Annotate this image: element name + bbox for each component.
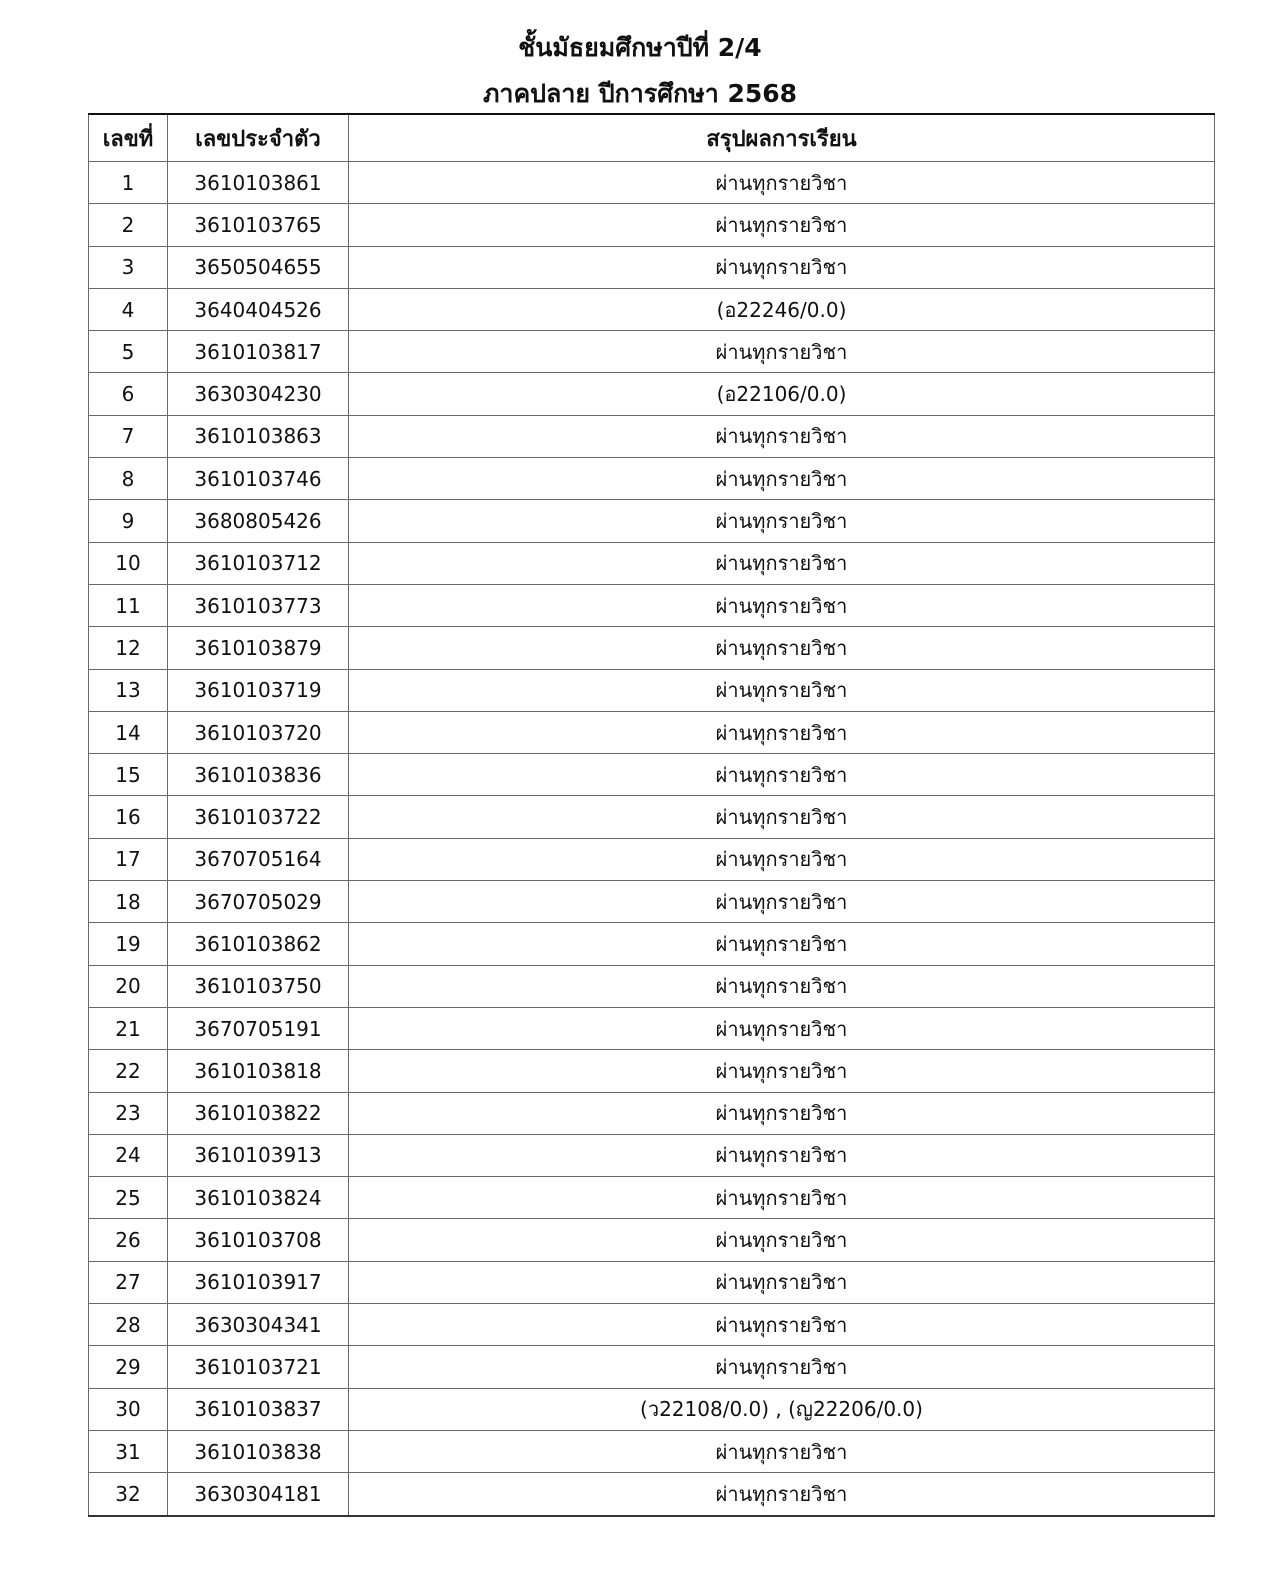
table-row [89, 1388, 1215, 1430]
row-student-id: 3610103817 [168, 331, 349, 373]
table-row [89, 1430, 1215, 1472]
table-row [89, 796, 1215, 838]
row-student-id: 3610103773 [168, 584, 349, 626]
row-number: 23 [89, 1092, 168, 1134]
row-number: 17 [89, 838, 168, 880]
row-student-id: 3670705029 [168, 881, 349, 923]
row-result: ผ่านทุกรายวิชา [349, 838, 1215, 880]
row-number: 5 [89, 331, 168, 373]
row-number: 14 [89, 711, 168, 753]
header-student-id: เลขประจำตัว [168, 114, 349, 162]
header-number: เลขที่ [89, 114, 168, 162]
table-row [89, 1261, 1215, 1303]
row-student-id: 3610103836 [168, 754, 349, 796]
row-result: ผ่านทุกรายวิชา [349, 1134, 1215, 1176]
row-number: 29 [89, 1346, 168, 1388]
row-student-id: 3610103917 [168, 1261, 349, 1303]
row-result: ผ่านทุกรายวิชา [349, 1261, 1215, 1303]
row-student-id: 3610103822 [168, 1092, 349, 1134]
row-result: ผ่านทุกรายวิชา [349, 458, 1215, 500]
table-row [89, 627, 1215, 669]
row-student-id: 3650504655 [168, 246, 349, 288]
row-student-id: 3610103861 [168, 162, 349, 204]
row-number: 2 [89, 204, 168, 246]
table-row [89, 711, 1215, 753]
table-row [89, 584, 1215, 626]
row-result: ผ่านทุกรายวิชา [349, 1304, 1215, 1346]
row-result: ผ่านทุกรายวิชา [349, 1177, 1215, 1219]
table-row [89, 162, 1215, 204]
row-student-id: 3610103838 [168, 1430, 349, 1472]
row-number: 11 [89, 584, 168, 626]
row-result: ผ่านทุกรายวิชา [349, 331, 1215, 373]
table-row [89, 1134, 1215, 1176]
row-number: 22 [89, 1050, 168, 1092]
row-student-id: 3610103750 [168, 965, 349, 1007]
row-number: 32 [89, 1473, 168, 1516]
row-student-id: 3670705164 [168, 838, 349, 880]
row-student-id: 3610103721 [168, 1346, 349, 1388]
row-number: 1 [89, 162, 168, 204]
row-result: ผ่านทุกรายวิชา [349, 1092, 1215, 1134]
row-number: 18 [89, 881, 168, 923]
table-row [89, 923, 1215, 965]
row-result: ผ่านทุกรายวิชา [349, 1007, 1215, 1049]
row-number: 8 [89, 458, 168, 500]
row-student-id: 3610103863 [168, 415, 349, 457]
row-result: ผ่านทุกรายวิชา [349, 1430, 1215, 1472]
row-result: (อ22106/0.0) [349, 373, 1215, 415]
results-table [88, 113, 1215, 1517]
row-student-id: 3630304230 [168, 373, 349, 415]
row-result: ผ่านทุกรายวิชา [349, 1473, 1215, 1516]
row-number: 31 [89, 1430, 168, 1472]
row-student-id: 3610103862 [168, 923, 349, 965]
row-student-id: 3610103720 [168, 711, 349, 753]
table-row [89, 669, 1215, 711]
header-result: สรุปผลการเรียน [349, 114, 1215, 162]
row-result: ผ่านทุกรายวิชา [349, 881, 1215, 923]
row-student-id: 3610103712 [168, 542, 349, 584]
row-student-id: 3610103765 [168, 204, 349, 246]
row-student-id: 3610103824 [168, 1177, 349, 1219]
table-row [89, 1050, 1215, 1092]
table-row [89, 754, 1215, 796]
table-row [89, 542, 1215, 584]
row-number: 16 [89, 796, 168, 838]
page-subtitle: ภาคปลาย ปีการศึกษา 2568 [482, 79, 798, 108]
row-result: ผ่านทุกรายวิชา [349, 965, 1215, 1007]
table-row [89, 1177, 1215, 1219]
table-row [89, 246, 1215, 288]
row-student-id: 3610103837 [168, 1388, 349, 1430]
table-row [89, 331, 1215, 373]
table-row [89, 373, 1215, 415]
row-number: 12 [89, 627, 168, 669]
table-row [89, 1092, 1215, 1134]
row-student-id: 3610103913 [168, 1134, 349, 1176]
table-row [89, 838, 1215, 880]
row-student-id: 3630304181 [168, 1473, 349, 1516]
row-number: 20 [89, 965, 168, 1007]
table-row [89, 1219, 1215, 1261]
row-number: 27 [89, 1261, 168, 1303]
row-result: ผ่านทุกรายวิชา [349, 754, 1215, 796]
row-number: 3 [89, 246, 168, 288]
row-result: ผ่านทุกรายวิชา [349, 246, 1215, 288]
row-number: 28 [89, 1304, 168, 1346]
row-number: 25 [89, 1177, 168, 1219]
row-number: 7 [89, 415, 168, 457]
table-row [89, 1473, 1215, 1516]
row-student-id: 3630304341 [168, 1304, 349, 1346]
row-number: 4 [89, 288, 168, 330]
row-result: ผ่านทุกรายวิชา [349, 669, 1215, 711]
table-row [89, 1007, 1215, 1049]
row-number: 13 [89, 669, 168, 711]
row-number: 10 [89, 542, 168, 584]
row-result: ผ่านทุกรายวิชา [349, 711, 1215, 753]
row-number: 26 [89, 1219, 168, 1261]
page-title: ชั้นมัธยมศึกษาปีที่ 2/4 [518, 33, 762, 62]
table-row [89, 458, 1215, 500]
table-row [89, 204, 1215, 246]
row-result: ผ่านทุกรายวิชา [349, 204, 1215, 246]
table-row [89, 881, 1215, 923]
row-student-id: 3680805426 [168, 500, 349, 542]
row-result: (อ22246/0.0) [349, 288, 1215, 330]
row-student-id: 3670705191 [168, 1007, 349, 1049]
row-result: ผ่านทุกรายวิชา [349, 162, 1215, 204]
row-number: 24 [89, 1134, 168, 1176]
row-student-id: 3640404526 [168, 288, 349, 330]
row-result: ผ่านทุกรายวิชา [349, 923, 1215, 965]
row-result: ผ่านทุกรายวิชา [349, 627, 1215, 669]
row-student-id: 3610103719 [168, 669, 349, 711]
table-header-row [89, 114, 1215, 162]
row-student-id: 3610103708 [168, 1219, 349, 1261]
table-row [89, 965, 1215, 1007]
row-number: 19 [89, 923, 168, 965]
table-row [89, 415, 1215, 457]
row-student-id: 3610103879 [168, 627, 349, 669]
row-student-id: 3610103722 [168, 796, 349, 838]
row-student-id: 3610103818 [168, 1050, 349, 1092]
row-result: ผ่านทุกรายวิชา [349, 542, 1215, 584]
row-result: ผ่านทุกรายวิชา [349, 1219, 1215, 1261]
row-student-id: 3610103746 [168, 458, 349, 500]
row-result: ผ่านทุกรายวิชา [349, 796, 1215, 838]
row-number: 30 [89, 1388, 168, 1430]
row-result: (ว22108/0.0) , (ญ22206/0.0) [349, 1388, 1215, 1430]
row-result: ผ่านทุกรายวิชา [349, 584, 1215, 626]
row-number: 6 [89, 373, 168, 415]
row-result: ผ่านทุกรายวิชา [349, 415, 1215, 457]
table-row [89, 288, 1215, 330]
table-row [89, 500, 1215, 542]
row-result: ผ่านทุกรายวิชา [349, 1050, 1215, 1092]
row-number: 9 [89, 500, 168, 542]
table-row [89, 1304, 1215, 1346]
table-body [89, 162, 1215, 1516]
row-number: 21 [89, 1007, 168, 1049]
row-result: ผ่านทุกรายวิชา [349, 1346, 1215, 1388]
row-result: ผ่านทุกรายวิชา [349, 500, 1215, 542]
table-row [89, 1346, 1215, 1388]
row-number: 15 [89, 754, 168, 796]
